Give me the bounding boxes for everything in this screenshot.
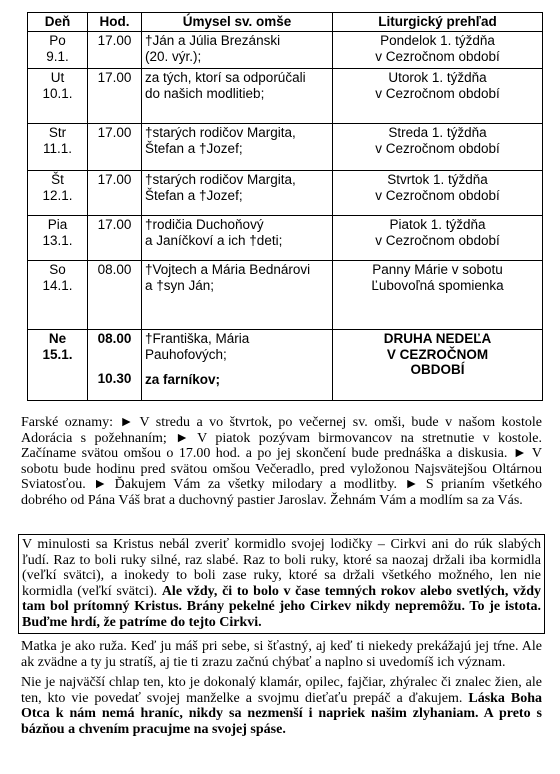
time-cell: 17.00 xyxy=(88,69,142,124)
header-liturgy: Liturgický prehľad xyxy=(333,13,543,32)
intent-cell: †rodičia Duchoňový a Janíčkoví a ich †deti; xyxy=(142,216,333,261)
liturgy-cell: Piatok 1. týždňa v Cezročnom období xyxy=(333,216,543,261)
time-cell: 08.00 xyxy=(88,261,142,330)
time-cell: 17.00 xyxy=(88,171,142,216)
time-cell: 17.00 xyxy=(88,216,142,261)
header-day: Deň xyxy=(28,13,88,32)
liturgy-cell: Streda 1. týždňa v Cezročnom období xyxy=(333,124,543,171)
intent-cell: †Ján a Júlia Brezánski (20. výr.); xyxy=(142,32,333,69)
liturgy-cell: Utorok 1. týždňa v Cezročnom období xyxy=(333,69,543,124)
intent-cell: †starých rodičov Margita, Štefan a †Jozef; xyxy=(142,171,333,216)
header-time: Hod. xyxy=(88,13,142,32)
table-row xyxy=(28,124,543,171)
intent-cell: †Vojtech a Mária Bednárovi a †syn Ján; xyxy=(142,261,333,330)
parish-announcements: Farské oznamy: ► V stredu a vo štvrtok, po večernej sv. omši, bude v našom kostole Adorácia s požehnaním; ► V piatok pozývam birmovancov na stretnutie v kostole. Začíname svätou omšou o 17.00 hod. a po jej skončení bude prednáška a diskusia. ► V sobotu bude hodinu pred svätou omšou Večeradlo, pred vyložonou Najsvätejšou Oltárnou Sviatosťou. ► Ďakujem Vám za všetky milodary a modlitby. ► S prianím všetkého dobrého od Pána Váš brat a duchovný pastier Jaroslav. Žehnám Vám a modlím sa za Vás. xyxy=(21,415,542,508)
liturgy-cell: DRUHA NEDEĽA V CEZROČNOM OBDOBÍ xyxy=(333,330,543,401)
day-cell: So 14.1. xyxy=(28,261,88,330)
reflection-text: V minulosti sa Kristus nebál zveriť kormidlo svojej lodičky – Cirkvi ani do rúk slabých ľudí. Raz to boli ruky silné, raz slabé. Raz to boli ruky, ktoré sa naozaj držali iba kormidla (veľkí svätci), a inokedy to boli zase ruky, ktoré sa držali všetkého možného, len nie kormidla (veľkí svätci). xyxy=(22,537,541,599)
mass-schedule-table xyxy=(27,12,543,401)
intent-cell: †Františka, Mária Pauhofových; za farníkov; xyxy=(142,330,333,401)
time-cell: 08.00 10.30 xyxy=(88,330,142,401)
table-row xyxy=(28,330,543,401)
intent-cell: za tých, ktorí sa odporúčali do našich modlitieb; xyxy=(142,69,333,124)
day-cell: Po 9.1. xyxy=(28,32,88,69)
reflection-bold-text: Ale vždy, či to bolo v čase temných rokov alebo svetlých, vždy tam bol prítomný Kristus. Brány pekelné jeho Cirkev nikdy nepremôžu. To je istota. Buďme hrdí, že patríme do tejto Cirkvi. xyxy=(22,583,542,630)
liturgy-cell: Pondelok 1. týždňa v Cezročnom období xyxy=(333,32,543,69)
table-row xyxy=(28,216,543,261)
day-cell: Str 11.1. xyxy=(28,124,88,171)
header-intent: Úmysel sv. omše xyxy=(142,13,333,32)
boxed-reflection xyxy=(18,534,545,634)
table-header-row xyxy=(28,13,543,32)
day-cell: Ne 15.1. xyxy=(28,330,88,401)
liturgy-cell: Panny Márie v sobotu Ľubovoľná spomienka xyxy=(333,261,543,330)
time-cell: 17.00 xyxy=(88,124,142,171)
day-cell: Št 12.1. xyxy=(28,171,88,216)
liturgy-cell: Stvrtok 1. týždňa v Cezročnom období xyxy=(333,171,543,216)
day-cell: Pia 13.1. xyxy=(28,216,88,261)
table-row xyxy=(28,32,543,69)
table-row xyxy=(28,261,543,330)
reflection-section xyxy=(21,639,542,743)
table-row xyxy=(28,171,543,216)
mother-rose-paragraph: Matka je ako ruža. Keď ju máš pri sebe, si šťastný, aj keď ti niekedy prekážajú jej tŕne. Ale ak zvädne a ty ju stratíš, aj tie ti zrazu začnú chýbať a naplno si uvedomíš ich význam. xyxy=(21,639,542,670)
day-cell: Ut 10.1. xyxy=(28,69,88,124)
time-cell: 17.00 xyxy=(88,32,142,69)
table-row xyxy=(28,69,543,124)
intent-cell: †starých rodičov Margita, Štefan a †Jozef; xyxy=(142,124,333,171)
true-man-paragraph: Nie je najväčší chlap ten, kto je dokonalý klamár, opilec, fajčiar, zhýralec či znalec žien, ale ten, kto vie povedať svojej manželke a svojmu dieťaťu prepáč a ďakujem. Láska Boha Otca k nám nemá hraníc, nikdy sa nezmenší i napriek našim zlyhaniam. A preto s bázňou a chvením pracujme na svojej spáse. xyxy=(21,675,542,737)
